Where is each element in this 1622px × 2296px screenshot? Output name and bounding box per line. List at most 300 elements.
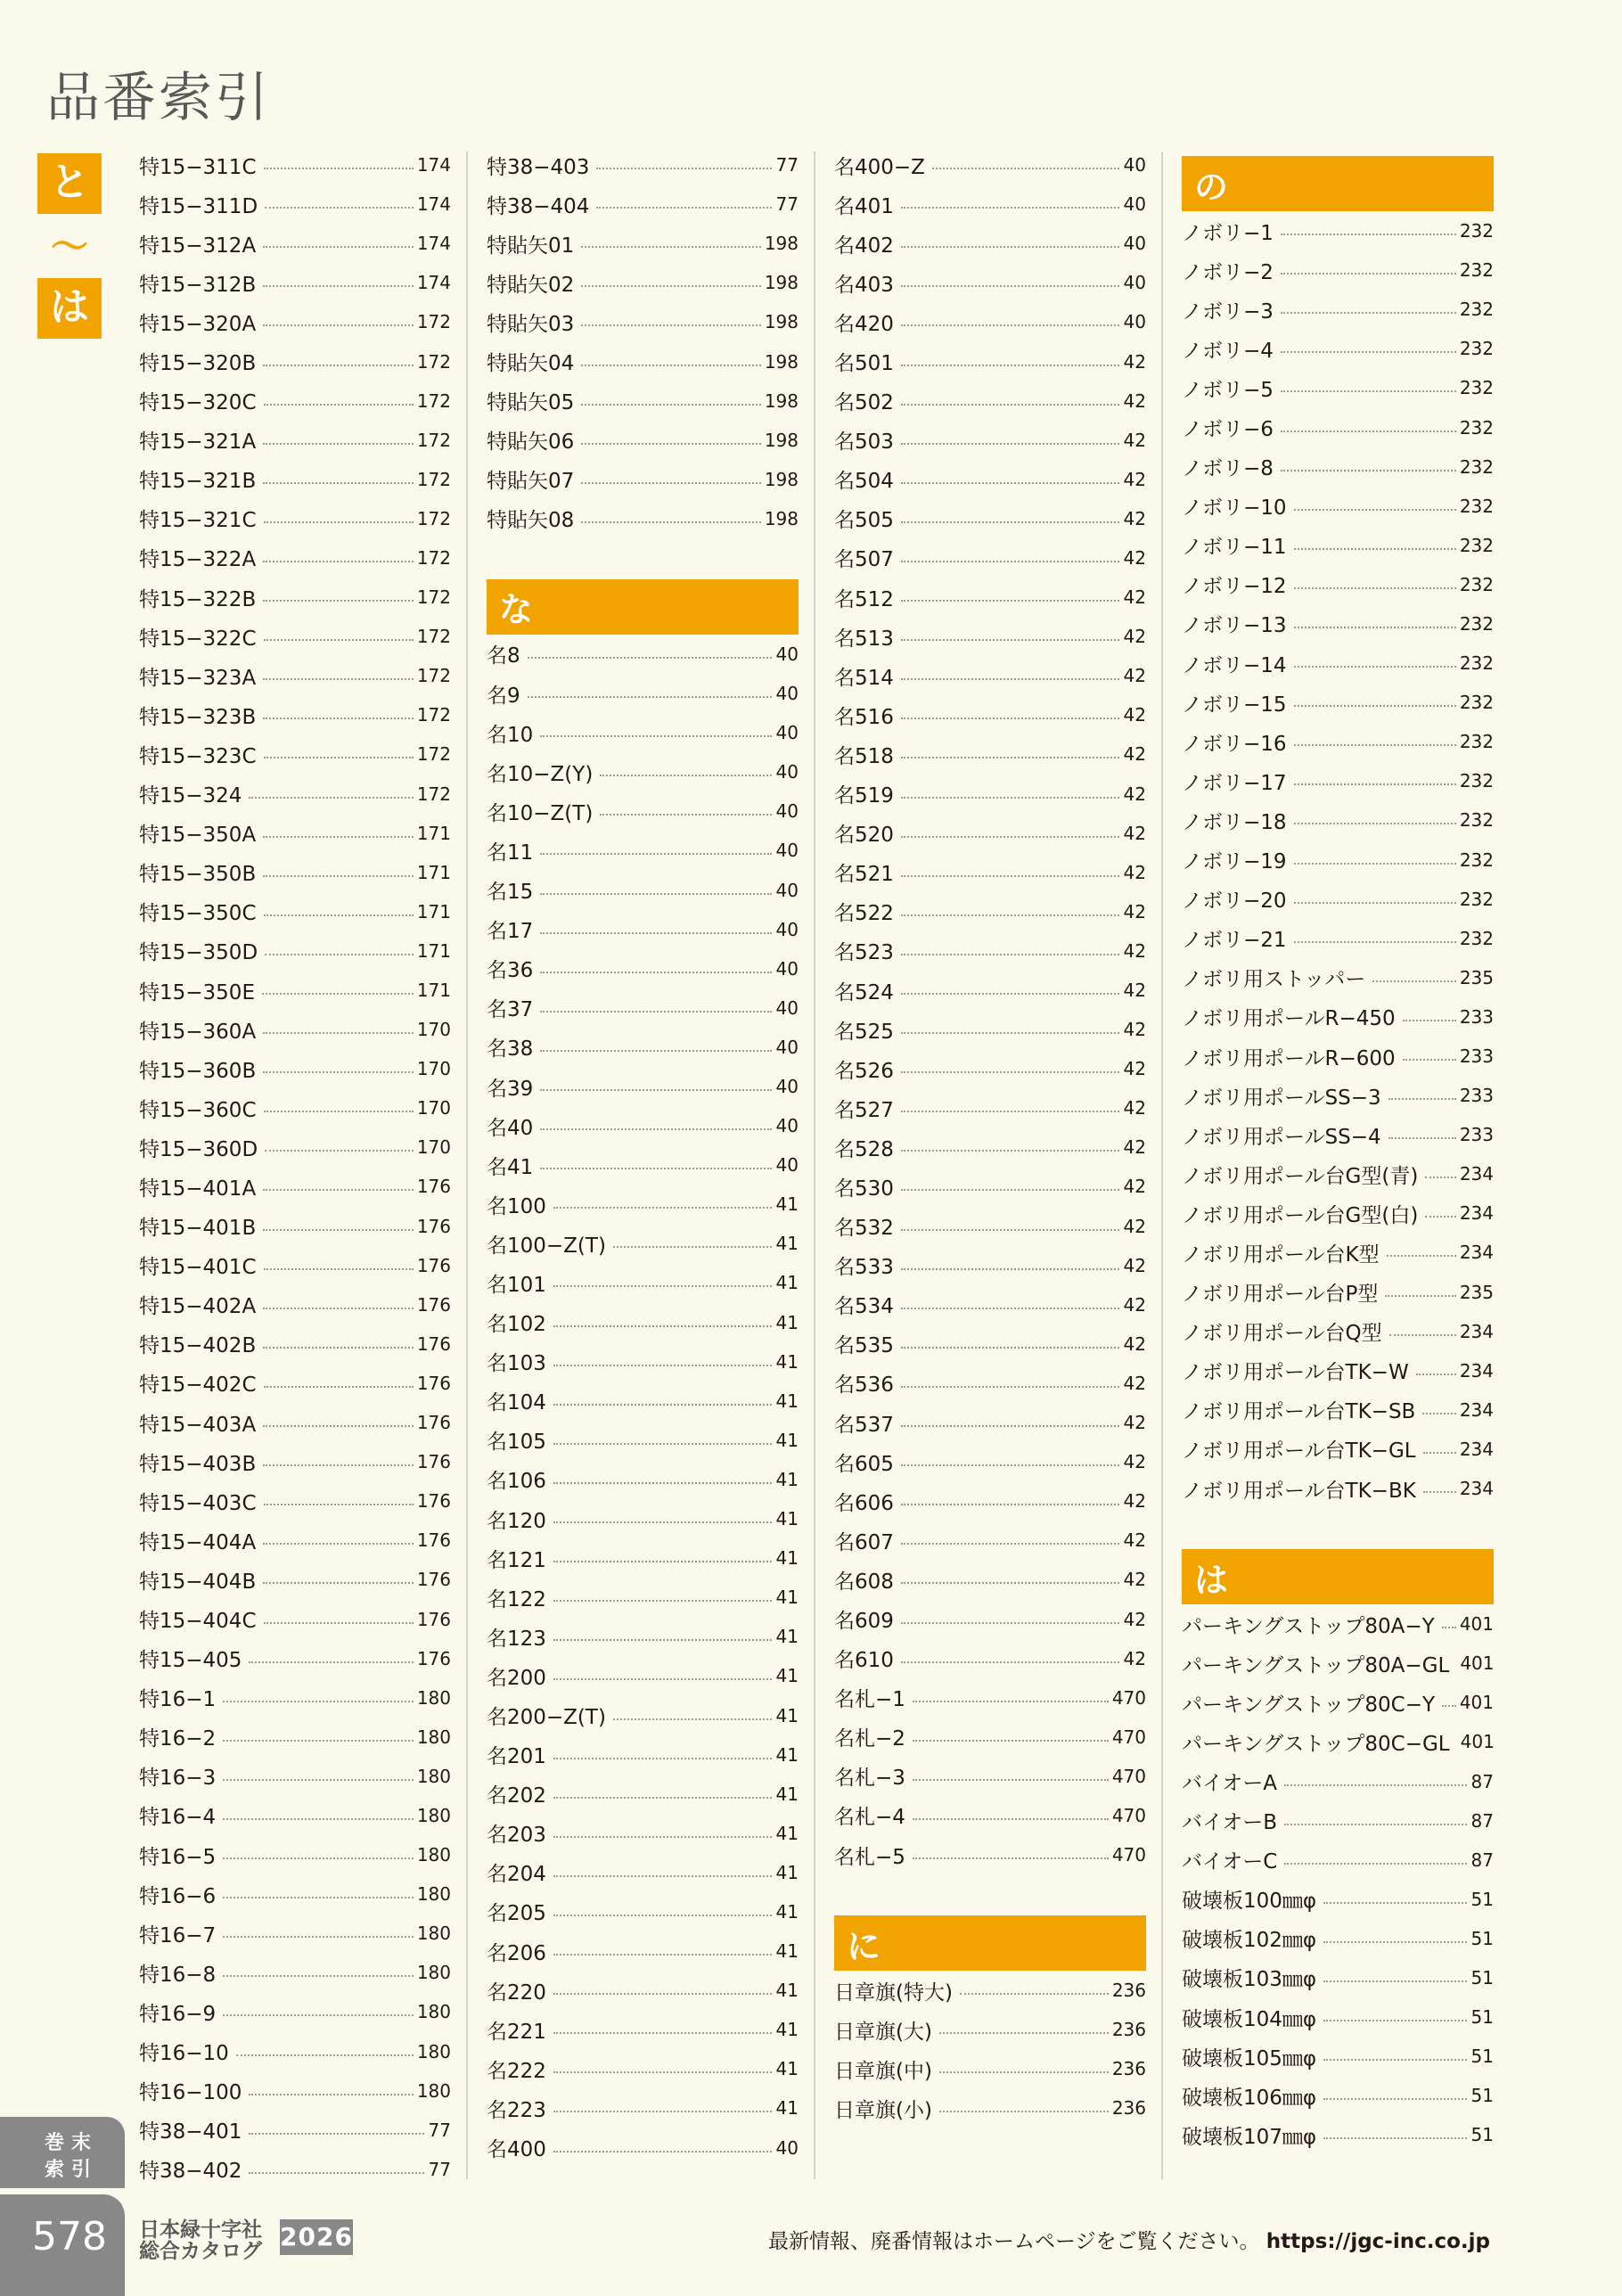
index-entry[interactable]: [139, 1678, 451, 1718]
website-link[interactable]: https://jgc-inc.co.jp: [1266, 2230, 1490, 2253]
index-entry[interactable]: [487, 2088, 799, 2128]
index-entry[interactable]: [139, 1324, 451, 1364]
entry-page-number: 42: [1123, 939, 1146, 962]
index-entry[interactable]: [139, 734, 451, 774]
index-entry[interactable]: [834, 460, 1146, 499]
index-entry[interactable]: [1182, 368, 1494, 407]
entry-page-number: 41: [775, 2058, 799, 2080]
index-entry[interactable]: [487, 1892, 799, 1931]
entry-product-code: 日章旗(中): [834, 2059, 932, 2083]
entry-page-number: 40: [775, 879, 799, 901]
page-number-box: [0, 2194, 125, 2296]
index-entry[interactable]: [1182, 1644, 1494, 1683]
index-entry[interactable]: [139, 1757, 451, 1796]
entry-product-code: 特15−401A: [139, 1177, 257, 1201]
index-entry[interactable]: [834, 695, 1146, 734]
index-entry[interactable]: [487, 421, 799, 460]
entry-page-number: 42: [1123, 429, 1146, 451]
entry-page-number: 40: [775, 840, 799, 862]
index-entry[interactable]: [1182, 211, 1494, 250]
index-entry[interactable]: [1182, 1604, 1494, 1644]
dot-leader: [540, 932, 772, 934]
entry-product-code: 名10−Z(Y): [487, 762, 594, 786]
entry-page-number: 40: [775, 2136, 799, 2159]
index-entry[interactable]: [487, 1578, 799, 1617]
index-entry[interactable]: [139, 931, 451, 971]
index-entry[interactable]: [487, 1538, 799, 1578]
entry-page-number: 87: [1470, 1849, 1494, 1871]
index-entry[interactable]: [1182, 997, 1494, 1037]
entry-product-code: ノボリ用ポール台G型(白): [1182, 1203, 1419, 1227]
index-entry[interactable]: [1182, 1430, 1494, 1469]
index-entry[interactable]: [1182, 526, 1494, 565]
index-entry[interactable]: [139, 302, 451, 341]
entry-product-code: 特15−321A: [139, 430, 257, 455]
index-entry[interactable]: [834, 1639, 1146, 1678]
index-entry[interactable]: [834, 617, 1146, 656]
dot-leader: [553, 1404, 772, 1406]
index-entry[interactable]: [139, 695, 451, 734]
entry-product-code: ノボリ−18: [1182, 810, 1287, 834]
index-entry[interactable]: [139, 1796, 451, 1835]
entry-page-number: 42: [1123, 665, 1146, 687]
index-entry[interactable]: [487, 499, 799, 538]
section-header: な: [487, 579, 799, 635]
index-entry[interactable]: [1182, 1193, 1494, 1233]
entry-page-number: 180: [416, 2040, 451, 2062]
index-entry[interactable]: [1182, 1154, 1494, 1193]
index-entry[interactable]: [139, 1835, 451, 1874]
index-entry[interactable]: [487, 1224, 799, 1263]
index-entry[interactable]: [139, 224, 451, 263]
index-entry[interactable]: [834, 1442, 1146, 1481]
dot-leader: [901, 1543, 1119, 1545]
index-entry[interactable]: [834, 499, 1146, 538]
index-entry[interactable]: [1182, 761, 1494, 800]
index-entry[interactable]: [834, 1167, 1146, 1206]
index-entry[interactable]: [139, 2150, 451, 2189]
entry-product-code: 名41: [487, 1155, 534, 1179]
dot-leader: [1423, 1452, 1456, 1454]
entry-product-code: 名222: [487, 2059, 546, 2083]
index-entry[interactable]: [139, 1599, 451, 1638]
index-entry[interactable]: [487, 302, 799, 341]
index-entry[interactable]: [1182, 1997, 1494, 2037]
index-entry[interactable]: [487, 381, 799, 421]
index-entry[interactable]: [139, 184, 451, 224]
entry-product-code: 特16−5: [139, 1845, 217, 1869]
index-entry[interactable]: [1182, 1351, 1494, 1390]
entry-page-number: 42: [1123, 1254, 1146, 1276]
index-entry[interactable]: [834, 892, 1146, 931]
index-entry[interactable]: [487, 224, 799, 263]
dot-leader: [1281, 390, 1456, 392]
entry-product-code: 名205: [487, 1902, 546, 1926]
index-entry[interactable]: [1182, 2076, 1494, 2115]
index-entry[interactable]: [139, 1718, 451, 1757]
index-entry[interactable]: [487, 1971, 799, 2010]
entry-product-code: 名505: [834, 509, 894, 533]
index-entry[interactable]: [834, 1010, 1146, 1049]
dot-leader: [223, 1897, 414, 1898]
index-entry[interactable]: [834, 1246, 1146, 1285]
index-entry[interactable]: [139, 1953, 451, 1992]
entry-page-number: 232: [1459, 692, 1494, 714]
index-entry[interactable]: [834, 1718, 1146, 1757]
index-entry[interactable]: [834, 1560, 1146, 1599]
index-entry[interactable]: [139, 341, 451, 381]
index-entry[interactable]: [1182, 407, 1494, 447]
index-entry[interactable]: [139, 1010, 451, 1049]
index-entry[interactable]: [1182, 2115, 1494, 2154]
dot-leader: [901, 246, 1119, 248]
entry-page-number: 42: [1123, 546, 1146, 569]
index-entry[interactable]: [139, 538, 451, 578]
entry-page-number: 176: [416, 1332, 451, 1355]
index-entry[interactable]: [139, 971, 451, 1010]
entry-product-code: 特16−7: [139, 1923, 217, 1948]
index-entry[interactable]: [139, 145, 451, 184]
index-entry[interactable]: [834, 931, 1146, 971]
index-entry[interactable]: [139, 1167, 451, 1206]
index-entry[interactable]: [1182, 880, 1494, 919]
index-entry[interactable]: [1182, 1761, 1494, 1800]
index-entry[interactable]: [487, 1303, 799, 1342]
entry-page-number: 40: [775, 683, 799, 705]
index-entry[interactable]: [487, 145, 799, 184]
index-entry[interactable]: [834, 538, 1146, 578]
index-entry[interactable]: [834, 814, 1146, 853]
entry-page-number: 40: [1123, 311, 1146, 333]
index-entry[interactable]: [487, 1263, 799, 1302]
index-entry[interactable]: [139, 1521, 451, 1560]
index-entry[interactable]: [139, 381, 451, 421]
index-entry[interactable]: [487, 1695, 799, 1734]
dot-leader: [913, 1740, 1109, 1742]
index-entry[interactable]: [487, 1814, 799, 1853]
index-entry[interactable]: [834, 2088, 1146, 2128]
dot-leader: [264, 1268, 414, 1270]
index-entry[interactable]: [139, 1560, 451, 1599]
column-divider: [814, 152, 815, 2179]
index-entry[interactable]: [834, 971, 1146, 1010]
index-entry[interactable]: [1182, 1312, 1494, 1351]
section-header: は: [1182, 1549, 1494, 1604]
index-entry[interactable]: [1182, 1919, 1494, 1958]
section-tab-start: と: [37, 153, 102, 214]
index-entry[interactable]: [487, 1735, 799, 1775]
index-entry[interactable]: [139, 421, 451, 460]
index-entry[interactable]: [487, 949, 799, 988]
index-entry[interactable]: [487, 2049, 799, 2088]
index-entry[interactable]: [1182, 1390, 1494, 1430]
index-entry[interactable]: [834, 1521, 1146, 1560]
index-entry[interactable]: [834, 224, 1146, 263]
dot-leader: [263, 1308, 414, 1309]
index-entry[interactable]: [1182, 565, 1494, 604]
entry-page-number: 180: [416, 1686, 451, 1709]
dot-leader: [939, 2071, 1109, 2073]
index-entry[interactable]: [487, 635, 799, 674]
index-entry[interactable]: [487, 752, 799, 791]
index-entry[interactable]: [139, 1874, 451, 1914]
entry-product-code: 名532: [834, 1217, 894, 1241]
index-entry[interactable]: [139, 1364, 451, 1403]
entry-product-code: 特15−323C: [139, 744, 257, 768]
index-entry[interactable]: [139, 656, 451, 695]
index-entry[interactable]: [487, 1931, 799, 1971]
index-entry[interactable]: [1182, 1469, 1494, 1508]
entry-page-number: 40: [775, 1115, 799, 1137]
index-entry[interactable]: [1182, 1115, 1494, 1154]
dot-leader: [263, 718, 414, 719]
index-entry[interactable]: [139, 1914, 451, 1953]
index-entry[interactable]: [139, 1442, 451, 1481]
index-entry[interactable]: [139, 460, 451, 499]
entry-product-code: 名420: [834, 312, 894, 336]
dot-leader: [600, 775, 772, 776]
index-entry[interactable]: [1182, 958, 1494, 997]
entry-page-number: 198: [764, 233, 799, 255]
index-entry[interactable]: [487, 1382, 799, 1421]
entry-page-number: 176: [416, 1412, 451, 1434]
index-entry[interactable]: [139, 892, 451, 931]
index-entry[interactable]: [834, 1364, 1146, 1403]
entry-product-code: 名535: [834, 1334, 894, 1358]
entry-page-number: 172: [416, 546, 451, 569]
index-entry[interactable]: [834, 421, 1146, 460]
index-entry[interactable]: [487, 1775, 799, 1814]
index-entry[interactable]: [139, 1128, 451, 1167]
entry-product-code: 名512: [834, 587, 894, 611]
index-entry[interactable]: [487, 910, 799, 949]
entry-page-number: 174: [416, 233, 451, 255]
index-entry[interactable]: [139, 1481, 451, 1521]
index-entry[interactable]: [1182, 1841, 1494, 1880]
dot-leader: [1403, 1059, 1456, 1061]
index-entry[interactable]: [487, 184, 799, 224]
entry-product-code: ノボリ−11: [1182, 536, 1287, 560]
index-entry[interactable]: [139, 578, 451, 617]
index-entry[interactable]: [487, 2010, 799, 2049]
entry-product-code: 名120: [487, 1509, 546, 1533]
index-entry[interactable]: [139, 814, 451, 853]
entry-product-code: 名10: [487, 723, 534, 747]
index-entry[interactable]: [1182, 840, 1494, 880]
index-entry[interactable]: [139, 1992, 451, 2031]
index-entry[interactable]: [834, 1796, 1146, 1835]
entry-page-number: 180: [416, 1923, 451, 1945]
index-entry[interactable]: [139, 263, 451, 302]
index-entry[interactable]: [1182, 250, 1494, 290]
entry-product-code: 名36: [487, 959, 534, 983]
entry-product-code: 特15−401C: [139, 1256, 257, 1280]
index-entry[interactable]: [487, 263, 799, 302]
index-entry[interactable]: [1182, 1958, 1494, 1997]
index-entry[interactable]: [834, 1835, 1146, 1874]
index-entry[interactable]: [1182, 1233, 1494, 1272]
index-entry[interactable]: [487, 341, 799, 381]
index-entry[interactable]: [834, 656, 1146, 695]
entry-product-code: 特15−405: [139, 1649, 242, 1673]
index-entry[interactable]: [1182, 1273, 1494, 1312]
index-entry[interactable]: [487, 1499, 799, 1538]
dot-leader: [901, 678, 1119, 680]
index-entry[interactable]: [487, 791, 799, 831]
entry-product-code: 特15−311C: [139, 155, 257, 179]
dot-leader: [901, 1150, 1119, 1152]
index-entry[interactable]: [1182, 644, 1494, 683]
index-entry[interactable]: [487, 674, 799, 713]
index-entry[interactable]: [1182, 1076, 1494, 1115]
index-entry[interactable]: [1182, 290, 1494, 329]
index-entry[interactable]: [1182, 800, 1494, 840]
dot-leader: [913, 1818, 1109, 1820]
index-entry[interactable]: [487, 1185, 799, 1224]
index-entry[interactable]: [834, 1324, 1146, 1364]
index-entry[interactable]: [1182, 919, 1494, 958]
index-entry[interactable]: [834, 734, 1146, 774]
index-entry[interactable]: [834, 263, 1146, 302]
dot-leader: [913, 1779, 1109, 1781]
index-entry[interactable]: [487, 831, 799, 870]
index-entry[interactable]: [139, 2111, 451, 2150]
index-entry[interactable]: [487, 871, 799, 910]
entry-product-code: 名530: [834, 1177, 894, 1201]
entry-page-number: 42: [1123, 1019, 1146, 1041]
index-entry[interactable]: [1182, 1801, 1494, 1841]
index-entry[interactable]: [1182, 447, 1494, 487]
index-entry[interactable]: [139, 617, 451, 656]
index-entry[interactable]: [487, 1853, 799, 1892]
index-entry[interactable]: [139, 775, 451, 814]
index-entry[interactable]: [1182, 722, 1494, 761]
entry-product-code: 特15−403A: [139, 1413, 257, 1437]
index-entry[interactable]: [139, 499, 451, 538]
index-entry[interactable]: [834, 184, 1146, 224]
index-entry[interactable]: [834, 578, 1146, 617]
dot-leader: [1323, 2137, 1467, 2139]
index-entry[interactable]: [139, 2032, 451, 2071]
index-entry[interactable]: [487, 1106, 799, 1145]
entry-page-number: 41: [775, 1547, 799, 1570]
index-entry[interactable]: [834, 341, 1146, 381]
index-entry[interactable]: [1182, 487, 1494, 526]
index-entry[interactable]: [487, 1342, 799, 1382]
index-entry[interactable]: [139, 2071, 451, 2111]
index-entry[interactable]: [834, 145, 1146, 184]
index-entry[interactable]: [834, 1757, 1146, 1796]
entry-product-code: 名523: [834, 941, 894, 965]
index-entry[interactable]: [487, 1145, 799, 1185]
dot-leader: [1323, 2020, 1467, 2021]
entry-product-code: ノボリ−14: [1182, 653, 1287, 677]
index-entry[interactable]: [834, 1678, 1146, 1718]
index-entry[interactable]: [139, 1207, 451, 1246]
index-entry[interactable]: [139, 1639, 451, 1678]
index-entry[interactable]: [487, 1617, 799, 1656]
index-entry[interactable]: [1182, 329, 1494, 368]
index-entry[interactable]: [139, 1285, 451, 1324]
index-entry[interactable]: [834, 1971, 1146, 2010]
index-entry[interactable]: [487, 1656, 799, 1695]
index-entry[interactable]: [834, 302, 1146, 341]
index-entry[interactable]: [487, 988, 799, 1028]
index-entry[interactable]: [834, 381, 1146, 421]
index-entry[interactable]: [487, 460, 799, 499]
section-spacer: [487, 538, 799, 569]
index-entry[interactable]: [487, 1067, 799, 1106]
entry-page-number: 401: [1460, 1652, 1495, 1675]
entry-page-number: 198: [764, 507, 799, 529]
entry-product-code: 特16−4: [139, 1806, 217, 1830]
entry-product-code: パーキングストップ80C−GL: [1182, 1732, 1450, 1756]
index-entry[interactable]: [834, 2010, 1146, 2049]
entry-product-code: 特15−312A: [139, 234, 257, 258]
index-entry[interactable]: [487, 1421, 799, 1460]
index-entry[interactable]: [1182, 2037, 1494, 2076]
index-entry[interactable]: [1182, 604, 1494, 644]
index-entry[interactable]: [139, 1049, 451, 1088]
dot-leader: [1442, 1627, 1456, 1628]
index-entry[interactable]: [139, 1403, 451, 1442]
dot-leader: [540, 1128, 772, 1130]
entry-product-code: 名9: [487, 684, 520, 708]
dot-leader: [1294, 627, 1456, 628]
index-entry[interactable]: [487, 1028, 799, 1067]
index-entry[interactable]: [1182, 1037, 1494, 1076]
index-entry[interactable]: [834, 1285, 1146, 1324]
index-entry[interactable]: [487, 2128, 799, 2168]
index-entry[interactable]: [1182, 1722, 1494, 1761]
index-entry[interactable]: [834, 1207, 1146, 1246]
index-entry[interactable]: [834, 1088, 1146, 1128]
entry-page-number: 233: [1459, 1046, 1494, 1068]
entry-product-code: ノボリ用ストッパー: [1182, 968, 1366, 992]
index-entry[interactable]: [1182, 683, 1494, 722]
index-entry[interactable]: [834, 1403, 1146, 1442]
dot-leader: [223, 1975, 414, 1977]
index-entry[interactable]: [139, 853, 451, 892]
index-entry[interactable]: [834, 853, 1146, 892]
index-entry[interactable]: [1182, 1683, 1494, 1722]
entry-page-number: 401: [1460, 1731, 1495, 1753]
index-entry[interactable]: [834, 1049, 1146, 1088]
entry-product-code: ノボリ−12: [1182, 575, 1287, 599]
entry-page-number: 40: [1123, 193, 1146, 216]
entry-product-code: 破壊板106㎜φ: [1182, 2086, 1317, 2110]
entry-page-number: 41: [775, 1468, 799, 1490]
index-entry[interactable]: [1182, 1880, 1494, 1919]
index-entry[interactable]: [487, 713, 799, 752]
entry-product-code: 特15−324: [139, 784, 242, 808]
entry-page-number: 51: [1470, 1888, 1494, 1910]
dot-leader: [901, 1347, 1119, 1349]
entry-product-code: パーキングストップ80C−Y: [1182, 1693, 1436, 1717]
index-entry[interactable]: [139, 1088, 451, 1128]
dot-leader: [901, 1386, 1119, 1388]
index-entry[interactable]: [834, 1599, 1146, 1638]
index-entry[interactable]: [834, 2049, 1146, 2088]
entry-page-number: 234: [1459, 1163, 1494, 1185]
entry-page-number: 234: [1459, 1320, 1494, 1342]
index-entry[interactable]: [834, 1128, 1146, 1167]
index-entry[interactable]: [834, 1481, 1146, 1521]
index-entry[interactable]: [487, 1460, 799, 1499]
dot-leader: [553, 2151, 772, 2152]
index-entry[interactable]: [139, 1246, 451, 1285]
index-entry[interactable]: [834, 775, 1146, 814]
